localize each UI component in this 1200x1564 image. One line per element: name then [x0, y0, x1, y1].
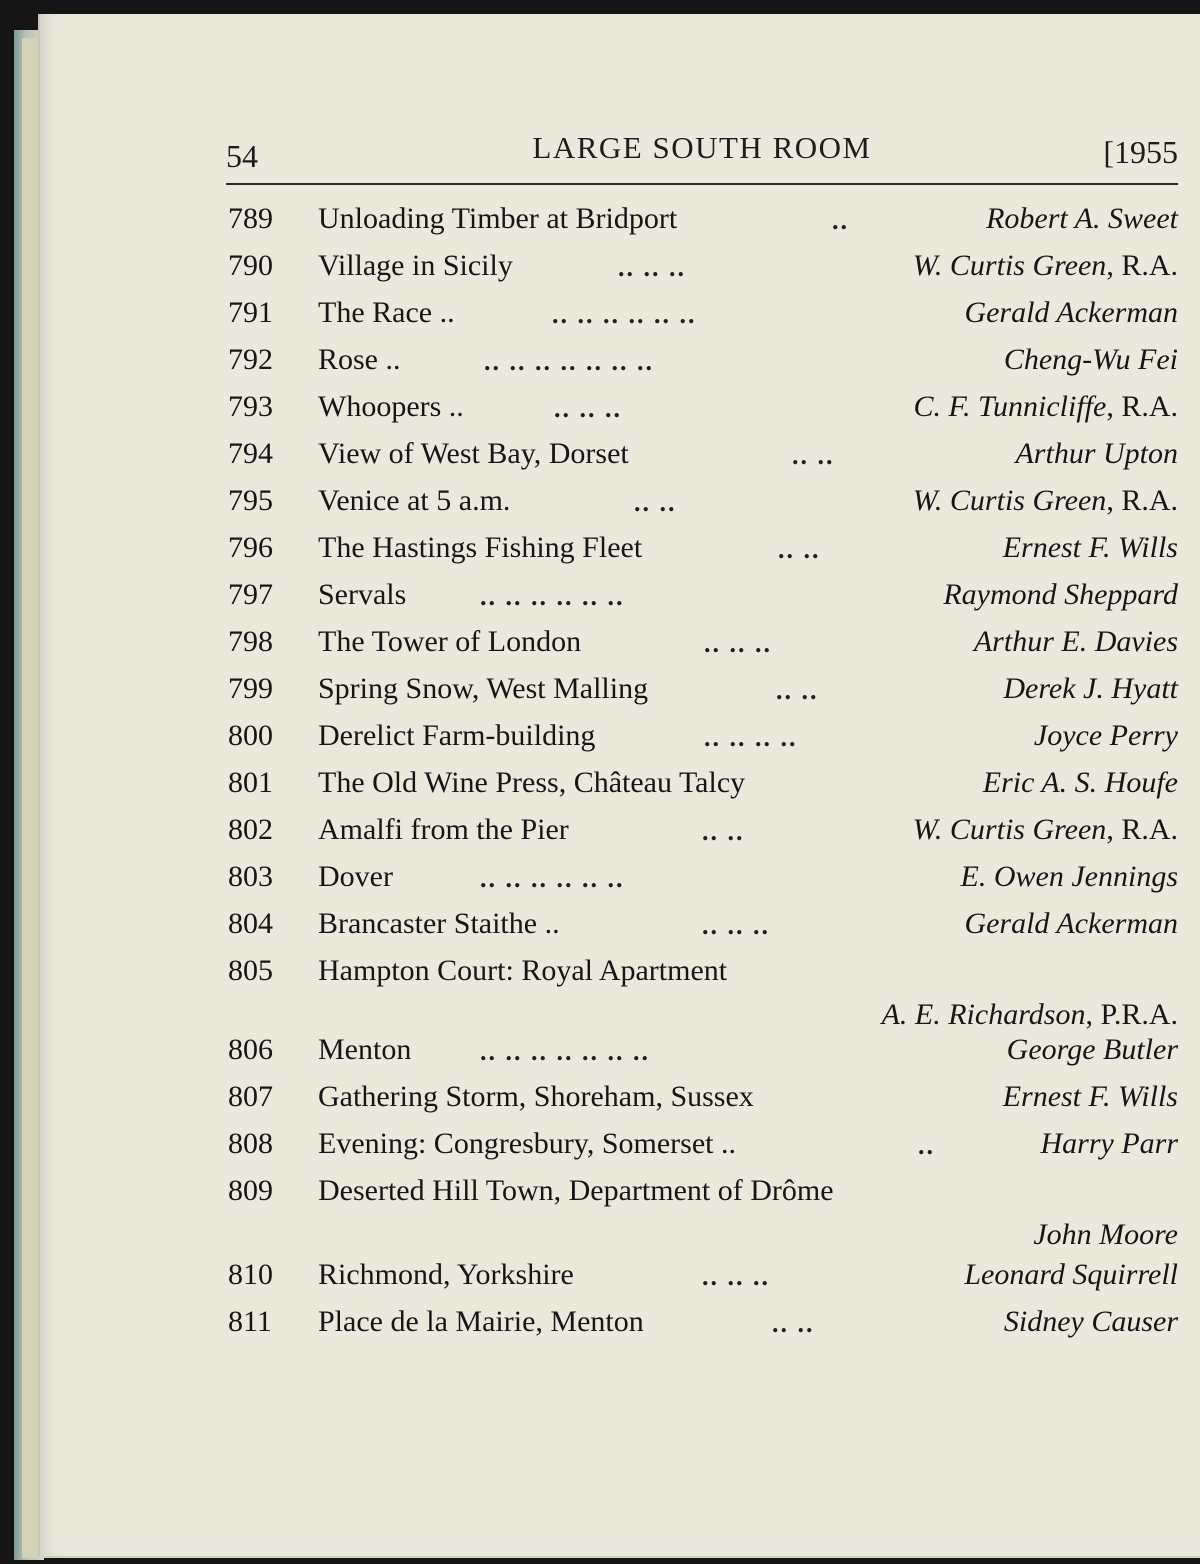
entry-artist: [1015, 437, 1178, 471]
artist-name: John Moore: [1033, 1218, 1178, 1251]
entry-artist: [943, 578, 1178, 612]
entry-artist: [1007, 1033, 1178, 1067]
artist-name: Arthur Upton: [1015, 437, 1178, 470]
entry-title: Place de la Mairie, Menton: [318, 1305, 644, 1338]
artist-name: Harry Parr: [1040, 1127, 1178, 1160]
entry-number: 795: [228, 484, 273, 517]
artist-name: Arthur E. Davies: [973, 625, 1178, 658]
artist-name: W. Curtis Green: [912, 249, 1107, 282]
entry-artist: [913, 249, 1178, 283]
entry-artist: [913, 484, 1178, 518]
artist-honours: , P.R.A.: [1085, 998, 1178, 1031]
dot-leader: .. .. ..: [702, 911, 770, 940]
dot-leader: .. ..: [792, 441, 835, 470]
header-rule: [226, 183, 1178, 185]
entry-title: Amalfi from the Pier: [318, 813, 569, 846]
artist-name: Eric A. S. Houfe: [982, 766, 1178, 799]
catalogue-entry: [0, 907, 1200, 953]
dot-leader: .. .. ..: [618, 253, 686, 282]
artist-honours: , R.A.: [1106, 484, 1178, 517]
entry-artist: [964, 296, 1178, 330]
entry-title: Unloading Timber at Bridport: [318, 202, 678, 235]
entry-number: 805: [228, 954, 273, 987]
entry-number: 798: [228, 625, 273, 658]
catalogue-entry: [0, 625, 1200, 671]
entry-number: 800: [228, 719, 273, 752]
catalogue-entry: [0, 954, 1200, 1044]
entry-title: Servals: [318, 578, 407, 611]
exhibition-year: [1955: [1103, 134, 1178, 170]
catalogue-entry: [0, 437, 1200, 483]
entry-title: Venice at 5 a.m.: [318, 484, 511, 517]
artist-name: Gerald Ackerman: [964, 296, 1178, 329]
artist-honours: , R.A.: [1106, 390, 1178, 423]
artist-honours: , R.A.: [1106, 813, 1178, 846]
artist-name: Raymond Sheppard: [943, 578, 1178, 611]
dot-leader: .. .. ..: [554, 394, 622, 423]
catalogue-entry: [0, 202, 1200, 248]
entry-number: 791: [228, 296, 273, 329]
entry-number: 799: [228, 672, 273, 705]
entry-number: 801: [228, 766, 273, 799]
catalogue-entry: [0, 531, 1200, 577]
entry-title: Derelict Farm-building: [318, 719, 596, 752]
artist-name: George Butler: [1006, 1033, 1178, 1066]
catalogue-entry: [0, 672, 1200, 718]
entry-artist: [961, 860, 1178, 894]
artist-name: Leonard Squirrell: [964, 1258, 1178, 1291]
artist-name: Cheng-Wu Fei: [1003, 343, 1178, 376]
entry-artist: [1040, 1127, 1178, 1161]
entry-number: 789: [228, 202, 273, 235]
entry-title: Richmond, Yorkshire: [318, 1258, 574, 1291]
entry-artist: [974, 625, 1178, 659]
dot-leader: .. .. .. .. .. .. ..: [480, 1037, 650, 1066]
entry-artist: [1004, 343, 1178, 377]
entry-artist: [1034, 719, 1178, 753]
catalogue-entry: [0, 1080, 1200, 1126]
entry-artist: [882, 998, 1178, 1032]
entry-title: Dover: [318, 860, 393, 893]
entry-title: The Race ..: [318, 296, 455, 329]
dot-leader: .. .. .. .. .. ..: [480, 582, 625, 611]
entry-artist: [986, 202, 1178, 236]
catalogue-entry: [0, 766, 1200, 812]
dot-leader: .. .. .. .. .. .. ..: [484, 347, 654, 376]
entry-title: Gathering Storm, Shoreham, Sussex: [318, 1080, 754, 1113]
entry-artist: [913, 813, 1178, 847]
dot-leader: .. ..: [634, 488, 677, 517]
entry-number: 810: [228, 1258, 273, 1291]
entry-number: 794: [228, 437, 273, 470]
entry-artist: [1003, 531, 1178, 565]
entry-number: 811: [228, 1305, 272, 1338]
catalogue-entry: [0, 1127, 1200, 1173]
entry-number: 808: [228, 1127, 273, 1160]
entry-number: 803: [228, 860, 273, 893]
entry-number: 809: [228, 1174, 273, 1207]
dot-leader: .. .. .. .. .. ..: [480, 864, 625, 893]
catalogue-entry: [0, 296, 1200, 342]
dot-leader: .. .. ..: [702, 1262, 770, 1291]
catalogue-entry: [0, 343, 1200, 389]
dot-leader: .. ..: [702, 817, 745, 846]
catalogue-entry: [0, 860, 1200, 906]
catalogue-entry: [0, 1258, 1200, 1304]
entry-number: 797: [228, 578, 273, 611]
dot-leader: ..: [832, 206, 849, 235]
artist-name: W. Curtis Green: [912, 484, 1107, 517]
entry-title: Spring Snow, West Malling: [318, 672, 649, 705]
catalogue-entry: [0, 813, 1200, 859]
entry-number: 802: [228, 813, 273, 846]
entry-number: 793: [228, 390, 273, 423]
entry-number: 804: [228, 907, 273, 940]
section-title: LARGE SOUTH ROOM: [532, 130, 872, 165]
entry-title: The Hastings Fishing Fleet: [318, 531, 643, 564]
entry-title: Whoopers ..: [318, 390, 464, 423]
artist-name: C. F. Tunnicliffe: [913, 390, 1107, 423]
entry-title: View of West Bay, Dorset: [318, 437, 629, 470]
artist-name: Ernest F. Wills: [1002, 531, 1178, 564]
dot-leader: .. .. .. .. .. ..: [552, 300, 697, 329]
entry-title: Hampton Court: Royal Apartment: [318, 954, 728, 987]
catalogue-entry: [0, 1033, 1200, 1079]
artist-name: Gerald Ackerman: [964, 907, 1178, 940]
entry-artist: [1003, 1080, 1178, 1114]
artist-name: E. Owen Jennings: [960, 860, 1178, 893]
entry-title: The Old Wine Press, Château Talcy: [318, 766, 746, 799]
entry-title: Village in Sicily: [318, 249, 513, 282]
entry-artist: [964, 907, 1178, 941]
entry-number: 792: [228, 343, 273, 376]
entry-number: 807: [228, 1080, 273, 1113]
running-header: [226, 128, 1178, 172]
catalogue-entry: [0, 578, 1200, 624]
artist-name: A. E. Richardson: [881, 998, 1086, 1031]
dot-leader: .. ..: [776, 676, 819, 705]
dot-leader: ..: [918, 1131, 935, 1160]
artist-honours: , R.A.: [1106, 249, 1178, 282]
entry-title: Rose ..: [318, 343, 401, 376]
catalogue-entry: [0, 390, 1200, 436]
dot-leader: .. ..: [772, 1309, 815, 1338]
entry-title: Brancaster Staithe ..: [318, 907, 560, 940]
dot-leader: .. .. .. ..: [704, 723, 798, 752]
entry-title: The Tower of London: [318, 625, 582, 658]
artist-name: Sidney Causer: [1003, 1305, 1178, 1338]
entry-artist: [1033, 1218, 1178, 1252]
catalogue-entry: [0, 249, 1200, 295]
entry-title: Deserted Hill Town, Department of Drôme: [318, 1174, 834, 1207]
entry-artist: [914, 390, 1179, 424]
dot-leader: .. .. ..: [704, 629, 772, 658]
artist-name: W. Curtis Green: [912, 813, 1107, 846]
artist-name: Ernest F. Wills: [1002, 1080, 1178, 1113]
entry-number: 790: [228, 249, 273, 282]
entry-title: Evening: Congresbury, Somerset ..: [318, 1127, 736, 1160]
catalogue-entry: [0, 1174, 1200, 1264]
entry-artist: [1003, 672, 1178, 706]
entry-artist: [1004, 1305, 1178, 1339]
entry-title: Menton: [318, 1033, 412, 1066]
entry-artist: [983, 766, 1178, 800]
catalogue-entry: [0, 484, 1200, 530]
artist-name: Derek J. Hyatt: [1003, 672, 1178, 705]
catalogue-entry: [0, 719, 1200, 765]
artist-name: Robert A. Sweet: [986, 202, 1178, 235]
entry-number: 796: [228, 531, 273, 564]
dot-leader: .. ..: [778, 535, 821, 564]
artist-name: Joyce Perry: [1033, 719, 1178, 752]
entry-artist: [964, 1258, 1178, 1292]
catalogue-entry: [0, 1305, 1200, 1351]
page-number: 54: [226, 138, 258, 174]
entry-number: 806: [228, 1033, 273, 1066]
